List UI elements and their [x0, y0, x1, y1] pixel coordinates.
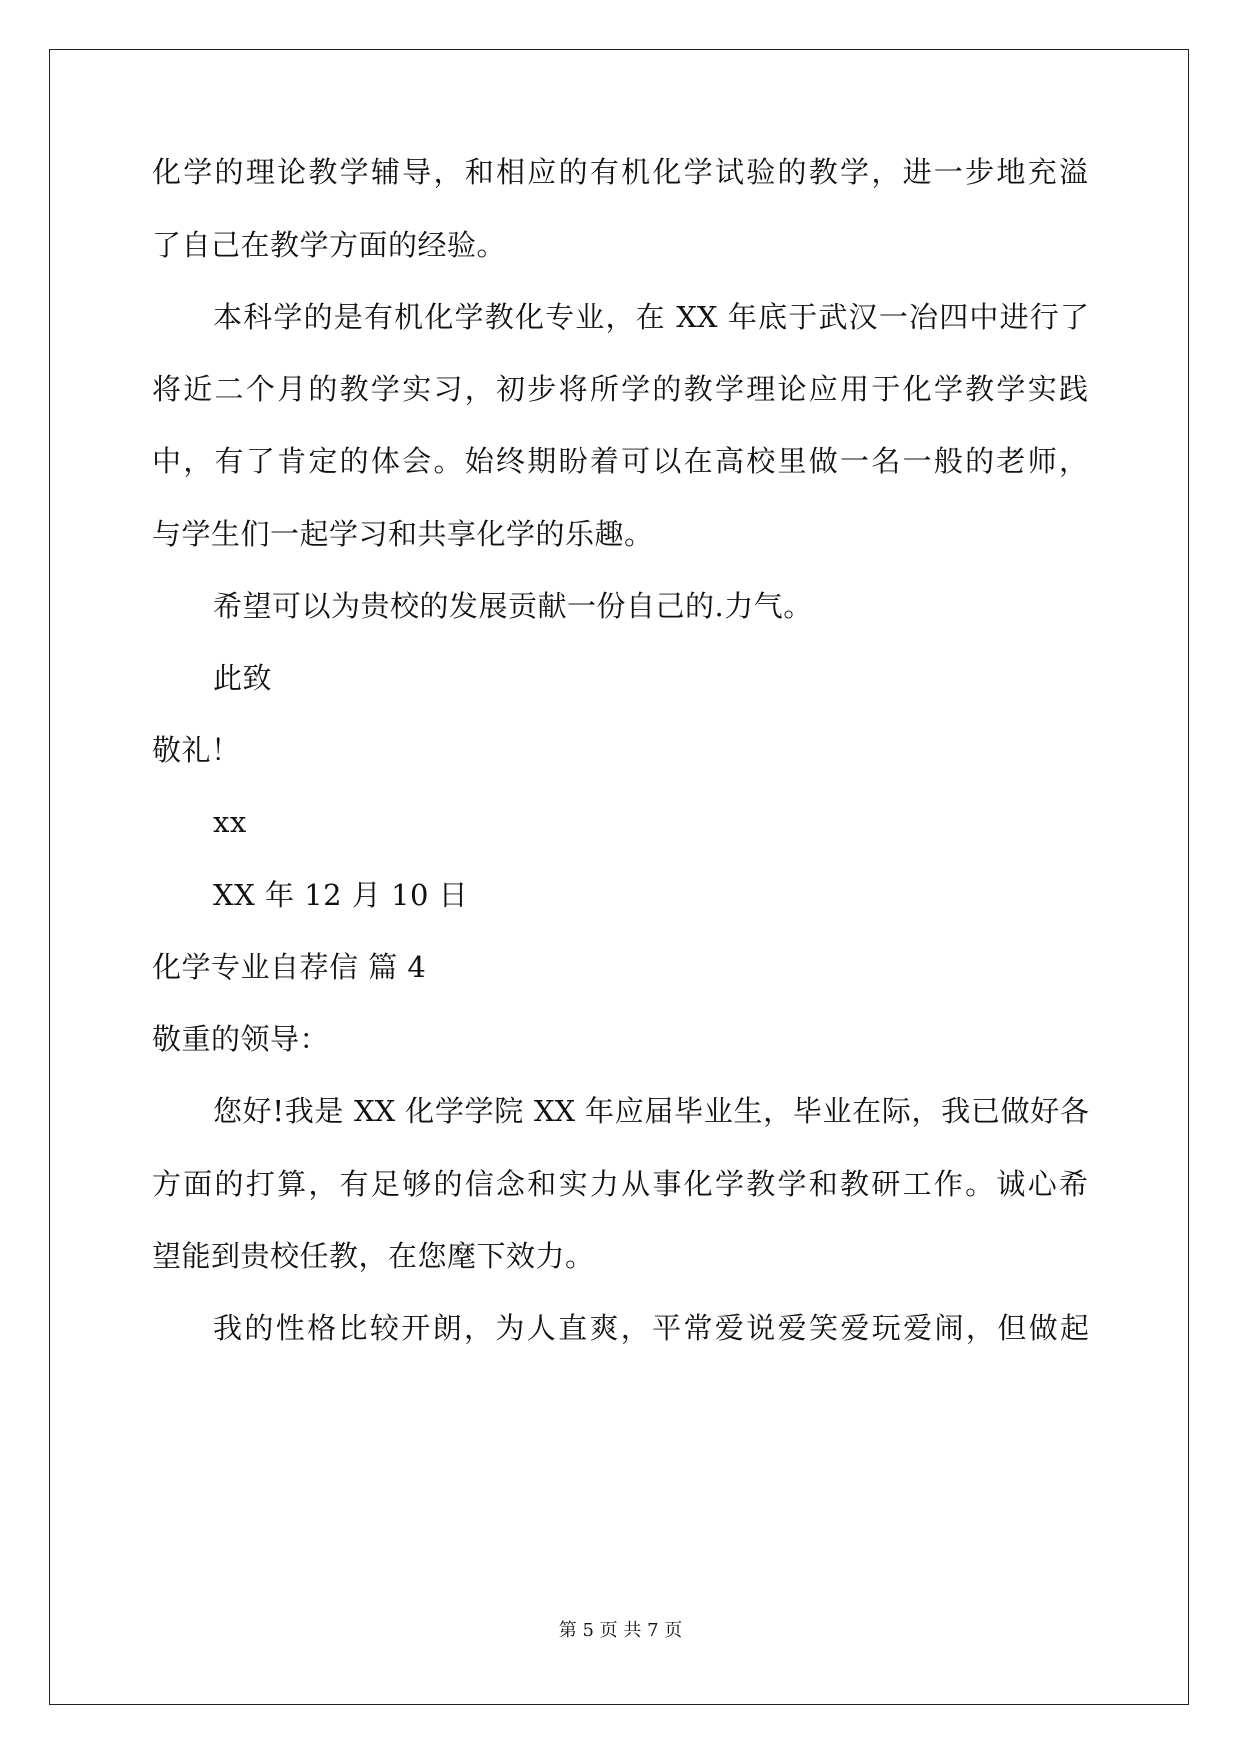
body-line: 中，有了肯定的体会。始终期盼着可以在高校里做一名一般的老师，: [152, 444, 1088, 478]
salutation-line: 敬礼！: [152, 733, 241, 767]
body-line: 我的性格比较开朗，为人直爽，平常爱说爱笑爱玩爱闹，但做起: [213, 1311, 1089, 1345]
section-heading: 化学专业自荐信 篇 4: [152, 950, 427, 984]
body-line: 您好!我是 XX 化学学院 XX 年应届毕业生，毕业在际，我已做好各: [213, 1094, 1089, 1128]
body-line: 化学的理论教学辅导，和相应的有机化学试验的教学，进一步地充溢: [152, 155, 1088, 189]
signature-line: xx: [213, 805, 247, 839]
body-line: 本科学的是有机化学教化专业，在 XX 年底于武汉一冶四中进行了: [213, 300, 1089, 334]
body-line: 与学生们一起学习和共享化学的乐趣。: [152, 517, 654, 551]
body-line: 将近二个月的教学实习，初步将所学的教学理论应用于化学教学实践: [152, 372, 1088, 406]
closing-line: 此致: [213, 661, 273, 695]
body-line: 了自己在教学方面的经验。: [152, 228, 507, 262]
body-line: 方面的打算，有足够的信念和实力从事化学教学和教研工作。诚心希: [152, 1167, 1088, 1201]
page-number-footer: 第 5 页 共 7 页: [558, 1620, 683, 1641]
date-line: XX 年 12 月 10 日: [213, 878, 469, 912]
body-line: 望能到贵校任教，在您麾下效力。: [152, 1239, 595, 1273]
greeting-line: 敬重的领导：: [152, 1022, 330, 1056]
body-line: 希望可以为贵校的发展贡献一份自己的.力气。: [213, 589, 813, 623]
